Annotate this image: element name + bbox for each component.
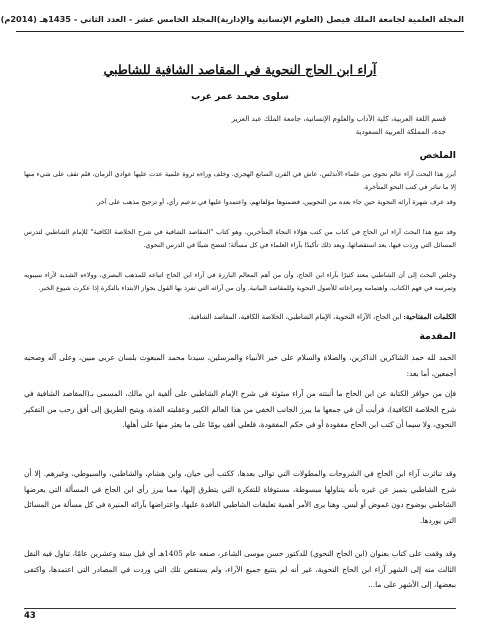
keywords-text: ابن الحاج، الآراء النحوية، الإمام الشاطبي، الخلاصة الكافية، المقاصد الشافية. xyxy=(188,313,402,321)
author-affiliation: قسم اللغة العربية، كلية الآداب والعلوم الإنسانية، جامعة الملك عبد العزيز xyxy=(231,114,446,123)
page-number: 43 xyxy=(24,611,36,621)
body-paragraph: الحمد لله حمد الشاكرين الذاكرين، والصلاة والسلام على خير الأنبياء والمرسلين، سيدنا محمد المبعوث بلسان عربي مبين، وعلى آله وصحبه أجمعين، أما بعد: xyxy=(24,353,456,378)
issue-info: المجلد الخامس عشر - العدد الثاني - 1435هـ (2014م) xyxy=(0,14,217,24)
journal-name: المجلة العلمية لجامعة الملك فيصل (العلوم الإنسانية والإدارية) xyxy=(216,14,464,24)
author-name: سلوى محمد عمر عرب xyxy=(191,92,289,102)
body-paragraph: فإن من حوافز الكتابة عن ابن الحاج ما أثبتته من آراء مبثوثة في شرح الإمام الشاطبي على ألفية ابن مالك، المسمى بـ(المقاصد الشافية في شرح الخلاصة الكافية)، فرأيت أن في جمعها ما يبرز الجانب الخفي من هذا العالم الكبير وعقليته الفذة، ويتيح الطريق إلى أفق رحب من التفكير النحوي، ولا سيما أن كتب ابن الحاج مفقودة أو في حكم المفقودة، فلعلي أقف يومًا على ما يعثر منها على أهلها. xyxy=(24,389,456,430)
running-header xyxy=(0,14,464,24)
keywords-line xyxy=(24,311,456,324)
author-location: جدة، المملكة العربية السعودية xyxy=(355,127,446,136)
introduction-heading: المقدمة xyxy=(419,331,456,342)
keywords-label: الكلمات المفتاحية: xyxy=(403,313,456,321)
abstract-paragraph: أبرز هذا البحث آراء عالم نحوي من علماء الأندلس، عاش في القرن السابع الهجري، وخلف وراءه ثروة علمية عدت عليها عوادي الزمان، فلم تقف على شيء منها إلا ما تناثر في كتب النحو المتأخرة. xyxy=(24,170,456,191)
abstract-paragraph: وقد تتبع هذا البحث آراء ابن الحاج في كتاب من كتب هؤلاء النحاة المتأخرين، وهو كتاب "المقاصد الشافية في شرح الخلاصة الكافية" للإمام الشاطبي لتدرس المسائل التي وردت فيها، بعد استقصائها، ويعد ذلك تأكيدًا بآراء العلماء في كل مسألة؛ لتتضح شيئًا في الدرس النحوي. xyxy=(24,228,456,249)
abstract-heading: الملخص xyxy=(419,150,456,161)
header-rule xyxy=(16,31,464,32)
article-title: آراء ابن الحاج النحوية في المقاصد الشافية للشاطبي xyxy=(103,62,377,77)
abstract-paragraph: وقد عرف شهرة آرائه النحوية حين جاء بعده من النحويين، فضمنوها مؤلفاتهم، واعتمدوا عليها في تدعيم رأي، أو ترجيح مذهب على آخر. xyxy=(95,198,456,206)
footer-rule xyxy=(24,608,456,609)
body-paragraph: وقد وقفت على كتاب بعنوان (ابن الحاج النحوي) للدكتور حسن موسى الشاعر، صنعه عام 1405هـ أي قبل ستة وعشرين عامًا، تناول فيه النقل الثالث منه إلى الشهر آراء ابن الحاج النحوية، غير أنه لم يتتبع جميع الآراء، ولم يستقص تلك التي وردت في المصادر التي اعتمدها، واكتفى ببعضها، إلى الأشهر على ما... xyxy=(24,549,456,590)
body-paragraph: وقد تناثرت آراء ابن الحاج في الشروحات والمطولات التي توالى بعدها، ككتب أبي حيان، وابن هشام، والشاطبي، والسيوطي، وغيرهم. إلا أن شرح الشاطبي يتميز عن غيره بأنه يتناولها مبسوطة، مستوفاة للتفكرة التي يتطرق إليها، مما يبرز رأي ابن الحاج في المسألة التي يعرضها الشاطبي بوضوح دون غموض أو لبس. وهنا يرى الأمر أهمية تعليقات الشاطبي الناقدة عليها، واعتراضها بآرائه المنيرة في كل مسألة من المسائل التي يوردها. xyxy=(23,469,456,525)
abstract-paragraph: وخلص البحث إلى أن الشاطبي معتد كثيرًا بآراء ابن الحاج، وأن من أهم المعالم البارزة في آراء ابن الحاج اتباعه للمذهب البصري، وولاءه الشديد لآراء سيبويه وتمرسه في فهم الكتاب، واهتمامه ومراعاته للأصول النحوية وللمقاصد البيانية. وأن من آرائه التي تفرد بها القول بجواز الابتداء بالنكرة إذا عكرت شيوع الخبر. xyxy=(24,271,456,292)
